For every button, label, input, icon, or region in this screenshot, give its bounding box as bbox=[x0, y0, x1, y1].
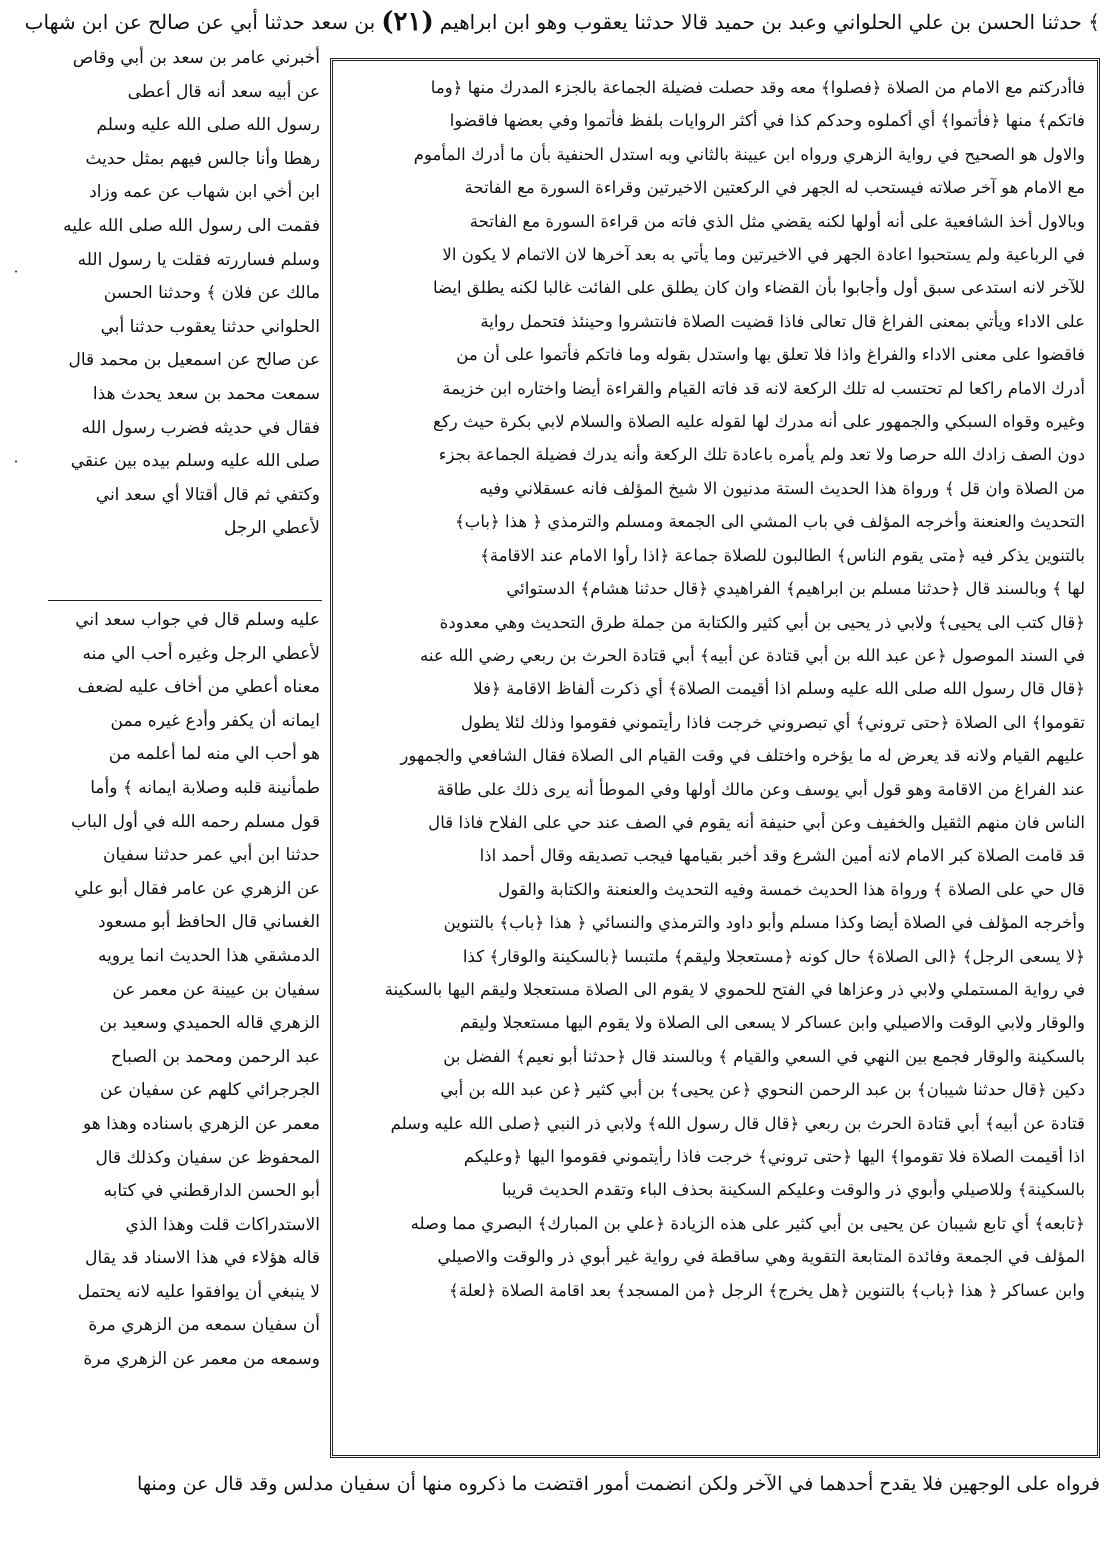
main-text-line: وابن عساكر ﴿ هذا ﴿باب﴾ بالتنوين ﴿هل يخرج﴾ الرجل ﴿من المسجد﴾ بعد اقامة الصلاة ﴿لعلة﴾ bbox=[449, 1280, 1085, 1300]
margin-text-line: هو أحب الي منه لما أعلمه من bbox=[108, 744, 320, 765]
margin-text-line: معمر عن الزهري باسناده وهذا هو bbox=[82, 1113, 320, 1134]
margin-dot-mark: · bbox=[13, 262, 19, 281]
margin-commentary-bottom bbox=[48, 604, 320, 1452]
margin-text-line: عن أبيه سعد أنه قال أعطى bbox=[127, 81, 320, 102]
margin-text-line: سمعت محمد بن سعد يحدث هذا bbox=[92, 383, 320, 404]
margin-text-line: حدثنا ابن أبي عمر حدثنا سفيان bbox=[103, 845, 320, 866]
margin-text-line: الغساني قال الحافظ أبو مسعود bbox=[97, 912, 320, 933]
main-text-line: ﴿لا يسعى الرجل﴾ ﴿الى الصلاة﴾ حال كونه ﴿مستعجلا وليقم﴾ ملتبسا ﴿بالسكينة والوقار﴾ كذا bbox=[462, 946, 1085, 966]
footer-continuation-line: فرواه على الوجهين فلا يقدح أحدهما في الآخر ولكن انضمت أمور اقتضت ما ذكروه منها أن سفيان مدلس وقد قال عن ومنها bbox=[136, 1473, 1100, 1495]
margin-text-line: أخبرني عامر بن سعد بن أبي وقاص bbox=[72, 48, 320, 68]
margin-text-line: طمأنينة قلبه وصلابة ايمانه ﴾ وأما bbox=[90, 777, 320, 798]
margin-divider bbox=[48, 600, 322, 601]
main-text-line: دون الصف زادك الله حرصا ولا تعد ولم يأمره باعادة تلك الركعة وأنه يدرك فضيلة الجماعة بجزء bbox=[438, 445, 1085, 465]
main-text-line: التحديث والعنعنة وأخرجه المؤلف في باب المشي الى الجمعة ومسلم والترمذي ﴿ هذا ﴿باب﴾ bbox=[455, 512, 1085, 532]
margin-text-line: مالك عن فلان ﴾ وحدثنا الحسن bbox=[103, 283, 320, 304]
margin-text-line: رهطا وأنا جالس فيهم بمثل حديث bbox=[85, 148, 320, 169]
main-text-line: لها ﴾ وبالسند قال ﴿حدثنا مسلم بن ابراهيم﴾ الفراهيدي ﴿قال حدثنا هشام﴾ الدستوائي bbox=[506, 579, 1085, 599]
main-text-line: والاول هو الصحيح في رواية الزهري ورواه ابن عيينة بالثاني وبه استدل الحنفية بأن ما أدرك المأموم bbox=[413, 144, 1085, 164]
main-text-line: تقوموا﴾ الى الصلاة ﴿حتى تروني﴾ أي تبصروني خرجت فاذا رأيتموني فقوموا وذلك لئلا يطول bbox=[460, 712, 1085, 732]
main-text-line: عند الفراغ من الاقامة وهو قول أبي يوسف وعن مالك أولها وفي الموطأ أنه يرى ذلك على طاقة bbox=[436, 779, 1085, 799]
main-text-line: بالتنوين يذكر فيه ﴿متى يقوم الناس﴾ الطالبون للصلاة جماعة ﴿اذا رأوا الامام عند الاقامة﴾ bbox=[480, 545, 1085, 565]
margin-text-line: الزهري قاله الحميدي وسعيد بن bbox=[99, 1013, 320, 1034]
main-text-frame bbox=[330, 58, 1100, 1458]
margin-text-line: أن سفيان سمعه من الزهري مرة bbox=[88, 1315, 320, 1336]
header-left-text: بن سعد حدثنا أبي عن صالح عن ابن شهاب bbox=[24, 10, 376, 34]
main-text-line: للآخر لانه استدعى سبق أول وأجابوا بأن القضاء وان كان يطلق على الفائت غالبا لكنه يطلق ايضا bbox=[432, 278, 1085, 298]
main-text-line: وغيره وقواه السبكي والجمهور على أنه مدرك لها لقوله عليه الصلاة والسلام لابي بكرة حيث ركع bbox=[432, 412, 1085, 432]
margin-text-line: المحفوظ عن سفيان وكذلك قال bbox=[95, 1147, 320, 1168]
margin-text-line: قول مسلم رحمه الله في أول الباب bbox=[71, 811, 320, 832]
main-text-line: ﴿قال كتب الى يحيى﴾ ولابي ذر يحيى بن أبي كثير والكتابة من جملة طرق التحديث وهي معدودة bbox=[439, 612, 1085, 632]
margin-text-line: معناه أعطي من أخاف عليه لضعف bbox=[77, 677, 320, 698]
main-text-line: والوقار ولابي الوقت والاصيلي وابن عساكر لا يسعى الى الصلاة ولا يقوم اليها مستعجلا وليقم bbox=[459, 1013, 1085, 1033]
main-text-line: في رواية المستملي ولابي ذر وعزاها في الفتح للحموي لا يقوم الى الصلاة مستعجلا وليقم اليها بالسكينة bbox=[384, 979, 1085, 999]
page-number: (٢١) bbox=[381, 7, 434, 37]
main-text-line: عليهم القيام ولانه قد يعرض له ما يؤخره واختلف في وقت القيام الى الصلاة فقال الشافعي والجمهور bbox=[400, 746, 1085, 766]
margin-text-line: سفيان بن عيينة عن معمر عن bbox=[112, 979, 320, 1000]
margin-text-line: عبد الرحمن ومحمد بن الصباح bbox=[110, 1046, 320, 1067]
margin-text-line: قاله هؤلاء في هذا الاسناد قد يقال bbox=[85, 1248, 320, 1269]
margin-text-line: لا ينبغي أن يوافقوا عليه لانه يحتمل bbox=[77, 1281, 320, 1302]
main-text-line: قال حي على الصلاة ﴾ ورواة هذا الحديث خمسة وفيه التحديث والعنعنة والكتابة والقول bbox=[498, 879, 1085, 899]
main-text-line: وأخرجه المؤلف في الصلاة أيضا وكذا مسلم وأبو داود والترمذي والنسائي ﴿ هذا ﴿باب﴾ بالتنوين bbox=[443, 913, 1085, 933]
margin-text-line: عن الزهري عن عامر فقال أبو علي bbox=[74, 878, 320, 899]
main-text-line: فاقضوا على معنى الاداء والفراغ واذا فلا تعلق بها واستدل بقوله وما فاتكم فأتموا على أن من bbox=[456, 345, 1085, 365]
main-text-line: المؤلف في الجمعة وفائدة المتابعة التقوية وهي ساقطة في رواية غير أبوي ذر والوقت والاصيلي bbox=[437, 1247, 1085, 1267]
main-text-line: قد قامت الصلاة كبر الامام لانه أمين الشرع وقد أخبر بقيامها فيجب تصديقه وقال أحمد اذا bbox=[479, 846, 1085, 866]
main-text-line: وبالاول أخذ الشافعية على أنه أولها لكنه يقضي مثل الذي فاته من قراءة السورة مع الفاتحة bbox=[469, 211, 1085, 231]
margin-text-line: أبو الحسن الدارقطني في كتابه bbox=[103, 1181, 320, 1202]
main-text-line: مع الامام هو آخر صلاته فيستحب له الجهر في الركعتين الاخيرتين وقراءة السورة مع الفاتحة bbox=[464, 178, 1085, 198]
margin-text-line: ايمانه أن يكفر وأدع غيره ممن bbox=[110, 710, 320, 731]
main-text-line: الناس فان منهم الثقيل والخفيف وعن أبي حنيفة أنه يقوم في الصف عند حي على الفلاح فاذا قال bbox=[428, 812, 1085, 832]
main-text-line: ﴿تابعه﴾ أي تابع شيبان عن يحيى بن أبي كثير على هذه الزيادة ﴿علي بن المبارك﴾ البصري مما وصله bbox=[410, 1213, 1085, 1233]
margin-text-line: عن صالح عن اسمعيل بن محمد قال bbox=[68, 350, 320, 371]
main-text-line: فاأدركتم مع الامام من الصلاة ﴿فصلوا﴾ معه وقد حصلت فضيلة الجماعة بالجزء المدرك منها ﴿وما bbox=[430, 78, 1085, 97]
main-text-line: بالسكينة﴾ وللاصيلي وأبوي ذر والوقت وعليكم السكينة بحذف الباء وتقدم الحديث قريبا bbox=[501, 1180, 1085, 1200]
main-text-line: من الصلاة وان قل ﴾ ورواة هذا الحديث الستة مدنيون الا شيخ المؤلف فانه عسقلاني وفيه bbox=[479, 478, 1085, 498]
main-text-line: على الاداء ويأتي بمعنى الفراغ قال تعالى فاذا قضيت الصلاة فانتشروا وحينئذ فتحمل رواية bbox=[480, 311, 1085, 331]
main-text-line: في الرباعية ولم يستحبوا اعادة الجهر في الاخيرتين وما يأتي به بعد آخرها لان الاتمام لا يكون الا bbox=[442, 245, 1085, 265]
margin-commentary-top bbox=[48, 42, 320, 598]
main-text-line: فاتكم﴾ منها ﴿فأتموا﴾ أي أكملوه وحدكم كذا في أكثر الروايات بلفظ فأتموا وفي بعضها فاقضوا bbox=[449, 111, 1085, 131]
main-commentary-text bbox=[345, 71, 1085, 1447]
margin-text-line: وكتفي ثم قال أقتالا أي سعد اني bbox=[95, 484, 320, 505]
margin-text-line: ابن أخي ابن شهاب عن عمه وزاد bbox=[89, 182, 320, 203]
main-text-line: في السند الموصول ﴿عن عبد الله بن أبي قتادة عن أبيه﴾ أبي قتادة الحرث بن ربعي رضي الله عنه bbox=[420, 645, 1085, 665]
main-text-line: دكين ﴿قال حدثنا شيبان﴾ بن عبد الرحمن النحوي ﴿عن يحيى﴾ بن أبي كثير ﴿عن عبد الله بن أبي bbox=[440, 1080, 1085, 1100]
margin-text-line: لأعطي الرجل bbox=[223, 518, 320, 539]
margin-text-line: عليه وسلم قال في جواب سعد اني bbox=[75, 610, 320, 630]
main-text-line: ﴿قال قال رسول الله صلى الله عليه وسلم اذا أقيمت الصلاة﴾ أي ذكرت ألفاظ الاقامة ﴿فلا bbox=[473, 679, 1085, 699]
margin-dot-mark: · bbox=[13, 452, 19, 471]
margin-text-line: فقمت الى رسول الله صلى الله عليه bbox=[63, 215, 320, 236]
margin-text-line: فقال في حديثه فضرب رسول الله bbox=[81, 417, 320, 438]
margin-text-line: الدمشقي هذا الحديث انما يرويه bbox=[98, 945, 320, 966]
main-text-line: قتادة عن أبيه﴾ أبي قتادة الحرث بن ربعي ﴿قال قال رسول الله﴾ ولابي ذر النبي ﴿صلى الله عليه وسلم bbox=[390, 1113, 1085, 1133]
margin-text-line: وسمعه من معمر عن الزهري مرة bbox=[83, 1349, 320, 1370]
margin-text-line: لأعطي الرجل وغيره أحب الي منه bbox=[82, 643, 320, 664]
margin-text-line: الحلواني حدثنا يعقوب حدثنا أبي bbox=[100, 316, 320, 337]
main-text-line: اذا أقيمت الصلاة فلا تقوموا﴾ اليها ﴿حتى تروني﴾ خرجت فاذا رأيتموني فقوموا اليها ﴿وعليكم bbox=[463, 1147, 1085, 1166]
page-header bbox=[10, 2, 1100, 42]
margin-text-line: الجرجرائي كلهم عن سفيان عن bbox=[99, 1080, 320, 1101]
margin-text-line: الاستدراكات قلت وهذا الذي bbox=[125, 1214, 320, 1235]
margin-text-line: وسلم فساررته فقلت يا رسول الله bbox=[77, 249, 320, 270]
margin-text-line: رسول الله صلى الله عليه وسلم bbox=[96, 115, 320, 136]
main-text-line: أدرك الامام راكعا لم تحتسب له تلك الركعة لانه قد فاته القيام والقراءة أيضا واختاره ابن خزيمة bbox=[442, 378, 1085, 398]
main-text-line: بالسكينة والوقار فجمع بين النهي في السعي والقيام ﴾ وبالسند قال ﴿حدثنا أبو نعيم﴾ الفضل بن bbox=[443, 1046, 1085, 1066]
margin-text-line: صلى الله عليه وسلم بيده بين عنقي bbox=[70, 451, 320, 472]
header-right-text: ﴾ حدثنا الحسن بن علي الحلواني وعبد بن حميد قالا حدثنا يعقوب وهو ابن ابراهيم bbox=[439, 10, 1100, 34]
